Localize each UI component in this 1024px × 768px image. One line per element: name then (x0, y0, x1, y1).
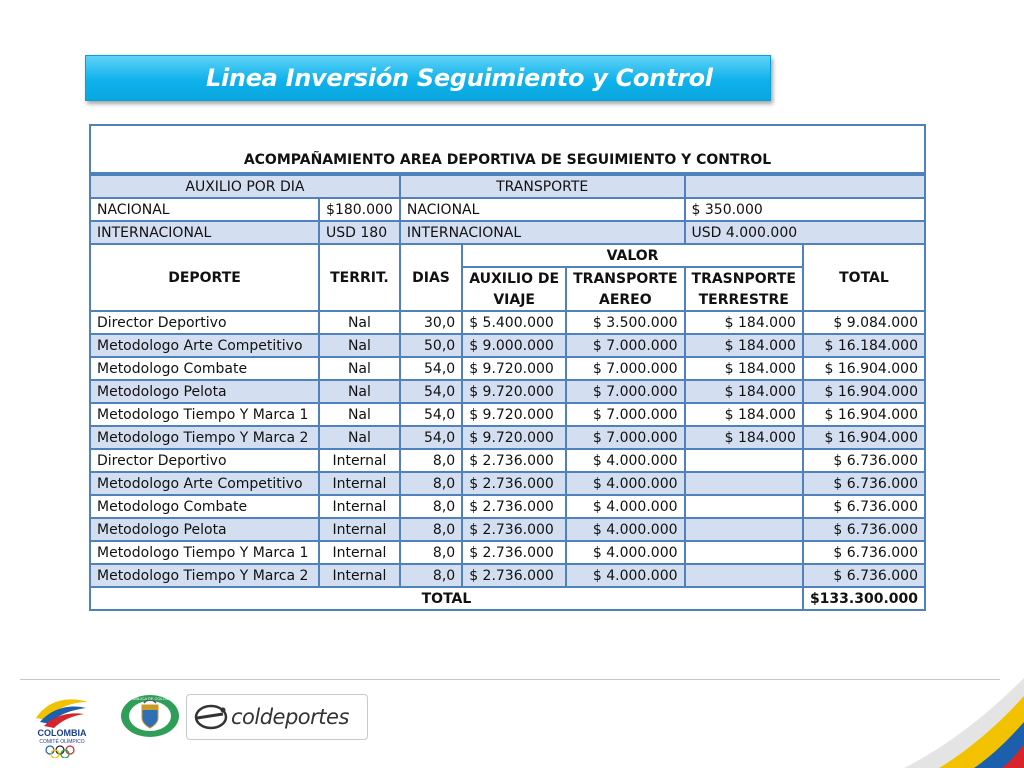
territ-cell: Internal (319, 518, 400, 541)
deporte-cell: Metodologo Combate (90, 495, 319, 518)
aereo-cell: $ 4.000.000 (566, 472, 684, 495)
grand-total-value: $133.300.000 (803, 587, 925, 610)
aereo-cell: $ 7.000.000 (566, 357, 684, 380)
rate-auxilio: $180.000 (319, 198, 400, 221)
transporte-header: TRANSPORTE (400, 174, 685, 198)
auxilio-cell: $ 9.720.000 (462, 357, 566, 380)
rate-row-nacional (90, 198, 925, 221)
territ-cell: Nal (319, 334, 400, 357)
colombia-olympic-committee-logo (28, 692, 96, 758)
aereo-cell: $ 3.500.000 (566, 311, 684, 334)
rate-transporte: $ 350.000 (685, 198, 925, 221)
table-row (90, 449, 925, 472)
deporte-cell: Director Deportivo (90, 311, 319, 334)
table-row (90, 311, 925, 334)
total-cell: $ 6.736.000 (803, 541, 925, 564)
rate-transporte-label: NACIONAL (400, 198, 685, 221)
svg-text:COLOMBIA: COLOMBIA (37, 728, 87, 738)
auxilio-cell: $ 9.720.000 (462, 380, 566, 403)
territ-cell: Internal (319, 541, 400, 564)
total-cell: $ 6.736.000 (803, 449, 925, 472)
dias-cell: 8,0 (400, 518, 462, 541)
dias-cell: 8,0 (400, 472, 462, 495)
total-cell: $ 16.184.000 (803, 334, 925, 357)
deporte-cell: Metodologo Tiempo Y Marca 2 (90, 564, 319, 587)
terrestre-cell (685, 564, 803, 587)
transporte-terrestre-header: TRASNPORTE (685, 267, 803, 289)
deporte-cell: Metodologo Pelota (90, 518, 319, 541)
auxilio-cell: $ 2.736.000 (462, 495, 566, 518)
coldeportes-logo (186, 694, 368, 740)
rate-row-internacional (90, 221, 925, 244)
rates-header-row (90, 174, 925, 198)
terrestre-cell: $ 184.000 (685, 357, 803, 380)
rate-transporte: USD 4.000.000 (685, 221, 925, 244)
aereo-cell: $ 7.000.000 (566, 403, 684, 426)
aereo-cell: $ 4.000.000 (566, 449, 684, 472)
territ-cell: Internal (319, 472, 400, 495)
rate-auxilio: USD 180 (319, 221, 400, 244)
svg-text:REPUBLICA DE COLOMBIA: REPUBLICA DE COLOMBIA (124, 696, 176, 701)
territ-cell: Internal (319, 495, 400, 518)
territ-cell: Internal (319, 449, 400, 472)
dias-cell: 54,0 (400, 426, 462, 449)
auxilio-cell: $ 9.000.000 (462, 334, 566, 357)
deporte-cell: Director Deportivo (90, 449, 319, 472)
deporte-cell: Metodologo Pelota (90, 380, 319, 403)
auxilio-cell: $ 2.736.000 (462, 472, 566, 495)
table-title: ACOMPAÑAMIENTO AREA DEPORTIVA DE SEGUIMIENTO Y CONTROL (90, 125, 925, 174)
aereo-cell: $ 4.000.000 (566, 541, 684, 564)
territ-cell: Nal (319, 403, 400, 426)
transporte-terrestre-header-line2: TERRESTRE (685, 289, 803, 311)
table-row (90, 518, 925, 541)
grand-total-row (90, 587, 925, 610)
terrestre-cell (685, 541, 803, 564)
dias-cell: 30,0 (400, 311, 462, 334)
slide-title-banner (85, 55, 771, 101)
auxilio-cell: $ 2.736.000 (462, 541, 566, 564)
table-row (90, 426, 925, 449)
auxilio-cell: $ 2.736.000 (462, 518, 566, 541)
empty-cell (685, 174, 925, 198)
total-cell: $ 16.904.000 (803, 380, 925, 403)
auxilio-viaje-header-line2: VIAJE (462, 289, 566, 311)
dias-cell: 54,0 (400, 380, 462, 403)
rate-label: INTERNACIONAL (90, 221, 319, 244)
aereo-cell: $ 7.000.000 (566, 426, 684, 449)
territ-header: TERRIT. (319, 244, 400, 311)
territ-cell: Nal (319, 426, 400, 449)
terrestre-cell: $ 184.000 (685, 403, 803, 426)
coc-emblem-icon (28, 692, 96, 758)
svg-text:COMITÉ OLÍMPICO: COMITÉ OLÍMPICO (39, 739, 85, 745)
rate-transporte-label: INTERNACIONAL (400, 221, 685, 244)
transporte-aereo-header-line2: AEREO (566, 289, 684, 311)
terrestre-cell: $ 184.000 (685, 311, 803, 334)
auxilio-cell: $ 5.400.000 (462, 311, 566, 334)
auxilio-viaje-header: AUXILIO DE (462, 267, 566, 289)
slide-title: Linea Inversión Seguimiento y Control (206, 64, 713, 92)
auxilio-cell: $ 9.720.000 (462, 426, 566, 449)
dias-cell: 8,0 (400, 564, 462, 587)
republica-de-colombia-seal (119, 694, 181, 738)
grand-total-label: TOTAL (90, 587, 803, 610)
deporte-header: DEPORTE (90, 244, 319, 311)
table-row (90, 541, 925, 564)
table-row (90, 403, 925, 426)
dias-cell: 54,0 (400, 357, 462, 380)
terrestre-cell (685, 472, 803, 495)
territ-cell: Nal (319, 357, 400, 380)
column-header-row (90, 244, 925, 267)
dias-cell: 54,0 (400, 403, 462, 426)
terrestre-cell (685, 495, 803, 518)
coldeportes-wordmark: coldeportes (231, 705, 349, 729)
total-cell: $ 16.904.000 (803, 403, 925, 426)
auxilio-header: AUXILIO POR DIA (90, 174, 400, 198)
table-row (90, 334, 925, 357)
auxilio-cell: $ 9.720.000 (462, 403, 566, 426)
total-header: TOTAL (803, 244, 925, 311)
dias-header: DIAS (400, 244, 462, 311)
territ-cell: Nal (319, 311, 400, 334)
total-cell: $ 16.904.000 (803, 357, 925, 380)
investment-table (89, 124, 926, 611)
territ-cell: Internal (319, 564, 400, 587)
terrestre-cell: $ 184.000 (685, 426, 803, 449)
table-row (90, 495, 925, 518)
deporte-cell: Metodologo Tiempo Y Marca 1 (90, 541, 319, 564)
valor-header: VALOR (462, 244, 803, 267)
total-cell: $ 16.904.000 (803, 426, 925, 449)
aereo-cell: $ 7.000.000 (566, 334, 684, 357)
territ-cell: Nal (319, 380, 400, 403)
total-cell: $ 6.736.000 (803, 495, 925, 518)
auxilio-cell: $ 2.736.000 (462, 449, 566, 472)
auxilio-cell: $ 2.736.000 (462, 564, 566, 587)
terrestre-cell: $ 184.000 (685, 334, 803, 357)
total-cell: $ 6.736.000 (803, 518, 925, 541)
dias-cell: 50,0 (400, 334, 462, 357)
table-row (90, 357, 925, 380)
table-title-row (90, 125, 925, 174)
coldeportes-runner-icon (193, 702, 233, 732)
aereo-cell: $ 4.000.000 (566, 564, 684, 587)
deporte-cell: Metodologo Arte Competitivo (90, 472, 319, 495)
deporte-cell: Metodologo Combate (90, 357, 319, 380)
total-cell: $ 6.736.000 (803, 472, 925, 495)
terrestre-cell (685, 518, 803, 541)
aereo-cell: $ 4.000.000 (566, 495, 684, 518)
deporte-cell: Metodologo Arte Competitivo (90, 334, 319, 357)
aereo-cell: $ 7.000.000 (566, 380, 684, 403)
corner-flag-swoosh (844, 678, 1024, 768)
dias-cell: 8,0 (400, 449, 462, 472)
dias-cell: 8,0 (400, 495, 462, 518)
table-row (90, 564, 925, 587)
deporte-cell: Metodologo Tiempo Y Marca 2 (90, 426, 319, 449)
total-cell: $ 9.084.000 (803, 311, 925, 334)
total-cell: $ 6.736.000 (803, 564, 925, 587)
terrestre-cell: $ 184.000 (685, 380, 803, 403)
dias-cell: 8,0 (400, 541, 462, 564)
terrestre-cell (685, 449, 803, 472)
rate-label: NACIONAL (90, 198, 319, 221)
coat-of-arms-icon (119, 694, 181, 738)
table-row (90, 380, 925, 403)
table-row (90, 472, 925, 495)
deporte-cell: Metodologo Tiempo Y Marca 1 (90, 403, 319, 426)
transporte-aereo-header: TRANSPORTE (566, 267, 684, 289)
aereo-cell: $ 4.000.000 (566, 518, 684, 541)
